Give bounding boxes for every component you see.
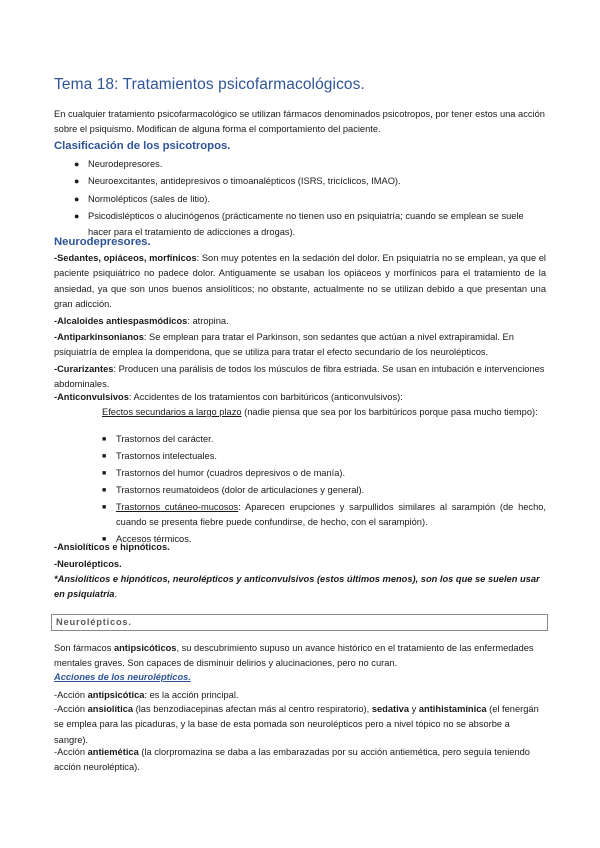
bullet-square-icon: ■ (102, 436, 107, 443)
classification-heading: Clasificación de los psicotropos. (54, 140, 231, 152)
bullet-dot-icon: ● (74, 176, 80, 187)
accion-antipsicotica: -Acción antipsicótica: es la acción principal. (54, 690, 239, 700)
bullet-square-icon: ■ (102, 487, 107, 494)
bullet-dot-icon: ● (74, 159, 80, 169)
sedantes-paragraph: -Sedantes, opiáceos, morfínicos: Son muy potentes en la sedación del dolor. En psiquiatría no se emplean, ya que el paciente psiquiátrico no padece dolor. Antiguamente se usaban los opiáceos y morfínicos para el tratamiento de la ansiedad, ya que son unos buenos ansiolíticos; no obstante, actualmente no se utilizan debido a que presentan una gran adicción. (54, 253, 546, 310)
bullet-square-icon: ■ (102, 453, 107, 460)
neurolepticos-line: -Neurolépticos. (54, 559, 122, 569)
bullet-square-icon: ■ (102, 470, 107, 477)
bullet-square-icon: ■ (102, 504, 107, 511)
list-item: ■ Trastornos reumatoideos (dolor de articulaciones y general). (90, 483, 546, 498)
intro-paragraph: En cualquier tratamiento psicofarmacológico se utilizan fármacos denominados psicotropos, por tener estos una acción sobre el psiquismo. Modifican de alguna forma el comportamiento del paciente. (54, 109, 545, 135)
list-item: ■ Trastornos del carácter. (90, 432, 546, 447)
list-item: ■ Trastornos intelectuales. (90, 449, 546, 464)
classification-list (54, 157, 546, 242)
antiparkinsonianos-paragraph: -Antiparkinsonianos: Se emplean para tratar el Parkinson, son sedantes que actúan a nivel extrapiramidal. En psiquiatría de emplea la domperidona, que se utiliza para tratar el efecto secundario de los neurolépticos. (54, 332, 514, 358)
bullet-square-icon: ■ (102, 536, 107, 544)
accion-antiemetica: -Acción antiemética (la clorpromazina se daba a las embarazadas por su acción antiemética, pero seguía teniendo acción neuroléptica). (54, 747, 530, 773)
neurodepresores-heading: Neurodepresores. (54, 236, 151, 248)
list-item: ● Psicodislépticos o alucinógenos (prácticamente no tienen uso en psiquiatría; cuando se emplean se suele hacer para el tratamiento de adicciones a drogas). (74, 211, 524, 237)
efectos-paragraph: Efectos secundarios a largo plazo (nadie piensa que sea por los barbitúricos porque pasa mucho tiempo): (102, 407, 538, 417)
list-item: ■ Trastornos cutáneo-mucosos: Aparecen erupciones y sarpullidos similares al sarampión (de hecho, cuando se presenta fiebre puede confundirse, de hecho, con el sarampión). (102, 502, 546, 528)
neurolepticos-section-header: Neurolépticos. (51, 614, 548, 631)
efectos-list (90, 432, 546, 549)
ansioliticos-line: -Ansiolíticos e hipnóticos. (54, 542, 170, 552)
alcaloides-paragraph: -Alcaloides antiespasmódicos: atropina. (54, 316, 229, 326)
bullet-dot-icon: ● (74, 211, 80, 222)
list-item: ■ Trastornos del humor (cuadros depresivos o de manía). (90, 466, 546, 481)
acciones-heading: Acciones de los neurolépticos. (54, 672, 191, 682)
list-item: ■ Accesos térmicos. (90, 532, 546, 547)
note-paragraph: *Ansiolíticos e hipnóticos, neurolépticos y anticonvulsivos (estos últimos menos), son los que se suelen usar en psiquiatría. (54, 574, 540, 600)
list-item: ● Neurodepresores. (54, 157, 546, 172)
list-item: ● Neuroexcitantes, antidepresivos o timoanalépticos (ISRS, tricíclicos, IMAO). (54, 174, 546, 189)
curarizantes-paragraph: -Curarizantes: Producen una parálisis de todos los músculos de fibra estriada. Se usan en intubación e intervenciones abdominales. (54, 364, 545, 390)
anticonvulsivos-paragraph: -Anticonvulsivos: Accidentes de los tratamientos con barbitúricos (anticonvulsivos): (54, 392, 403, 402)
bullet-dot-icon: ● (74, 193, 80, 204)
neurolepticos-intro: Son fármacos antipsicóticos, su descubrimiento supuso un avance histórico en el tratamiento de las enfermedades mentales graves. Son capaces de disminuir delirios y alucinaciones, pero no curan. (54, 643, 534, 669)
accion-ansiolitica: -Acción ansiolítica (las benzodiacepinas afectan más al centro respiratorio), sedativa y antihistamínica (el fenergán se emplea para las picaduras, y la base de esta pomada son neurolépticos pero a nivel tópico no se absorbe a sangre). (54, 704, 539, 745)
list-item: ● Normolépticos (sales de litio). (54, 192, 546, 207)
page-title: Tema 18: Tratamientos psicofarmacológicos. (54, 76, 365, 93)
